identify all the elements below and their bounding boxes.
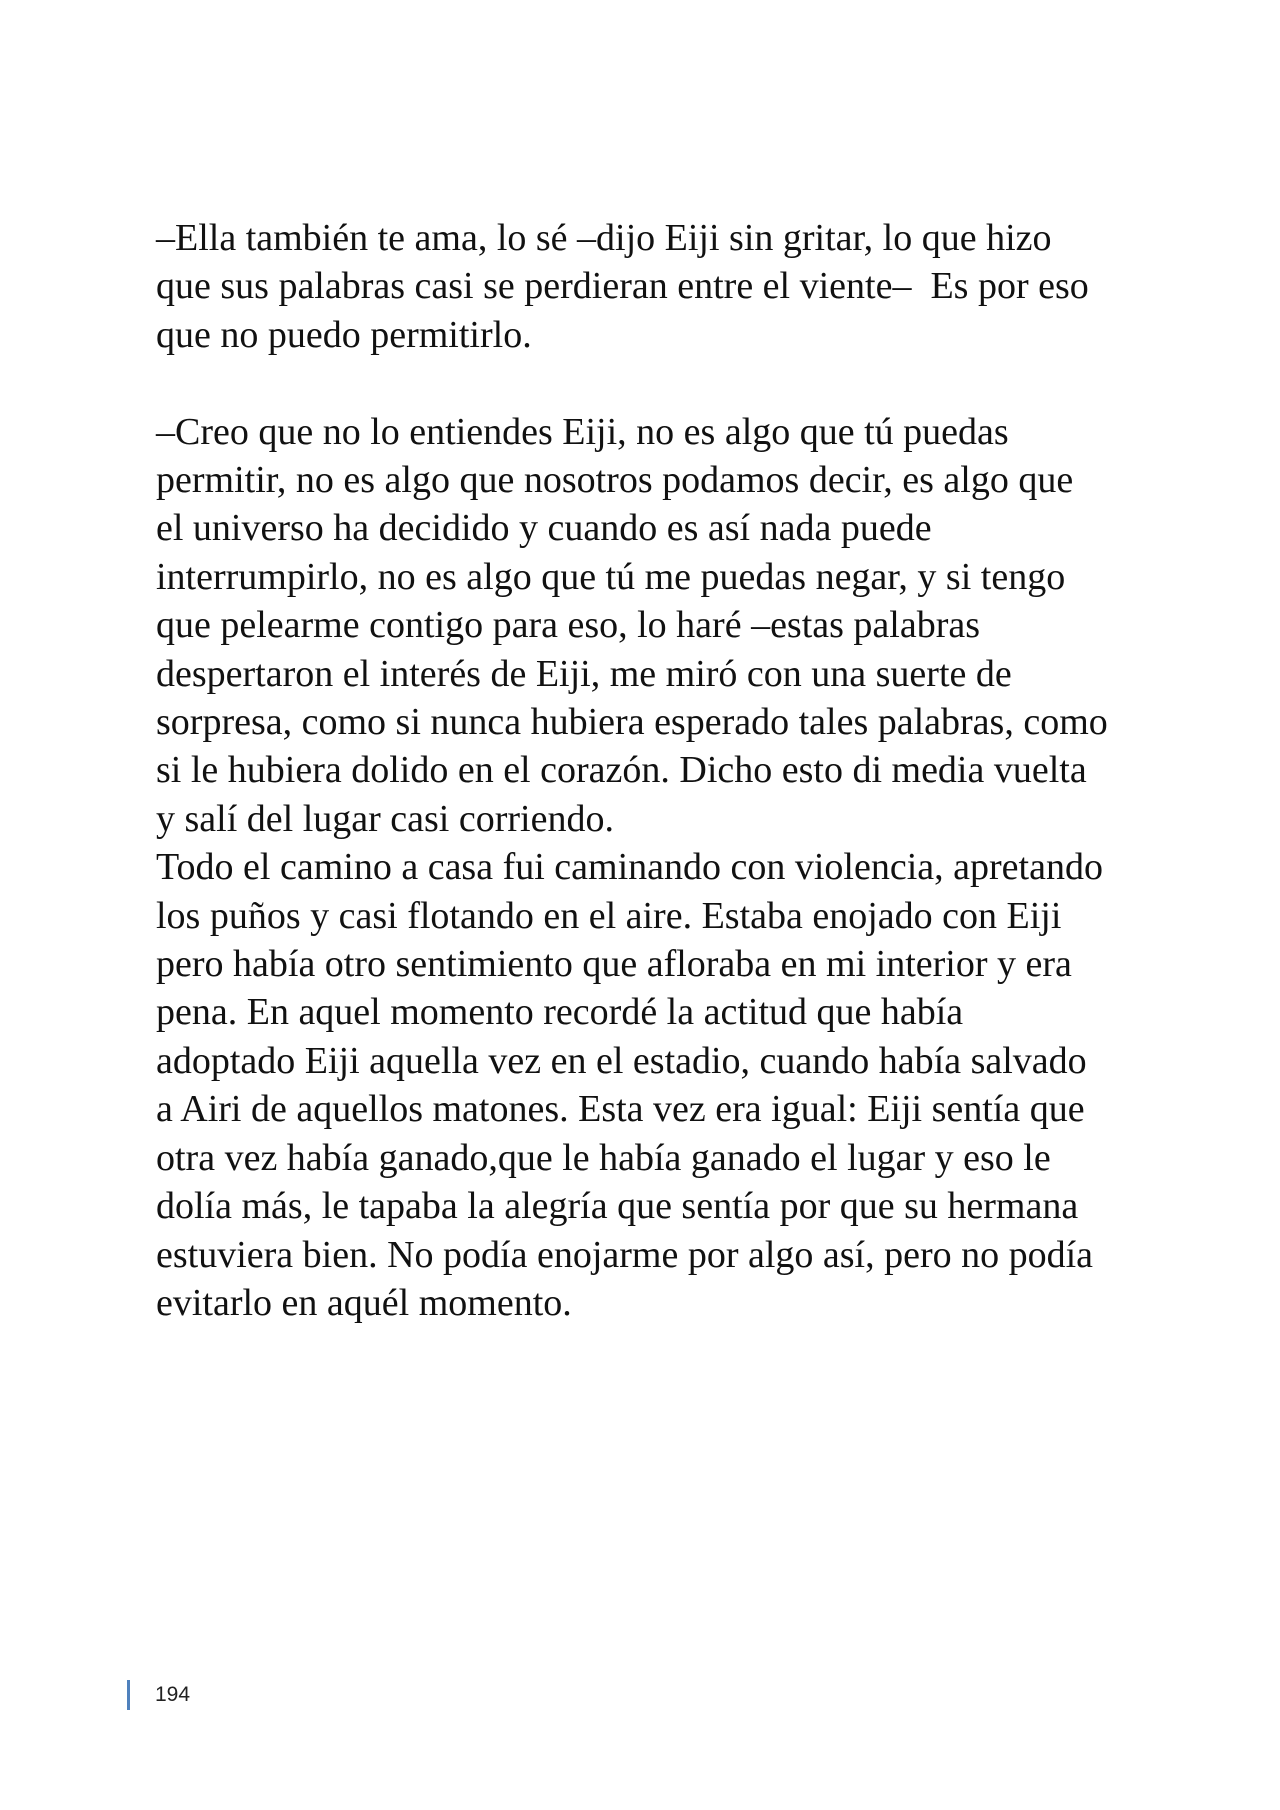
text-line: otra vez había ganado,que le había ganado el lugar y eso le: [156, 1136, 1051, 1179]
text-line: permitir, no es algo que nosotros podamos decir, es algo que: [156, 459, 1074, 502]
text-line: dolía más, le tapaba la alegría que sentía por que su hermana: [156, 1185, 1079, 1228]
text-line: –Creo que no lo entiendes Eiji, no es algo que tú puedas: [156, 410, 1009, 453]
text-line: evitarlo en aquél momento.: [156, 1281, 572, 1324]
text-line: que pelearme contigo para eso, lo haré –estas palabras: [156, 604, 981, 647]
text-line: pero había otro sentimiento que afloraba en mi interior y era: [156, 943, 1072, 986]
text-line: el universo ha decidido y cuando es así nada puede: [156, 507, 932, 550]
text-line: que no puedo permitirlo.: [156, 313, 532, 356]
page-footer: [127, 1680, 190, 1710]
paragraph-2: [156, 408, 1166, 1328]
paragraph-1: [156, 214, 1166, 359]
text-line: interrumpirlo, no es algo que tú me puedas negar, y si tengo: [156, 555, 1066, 598]
text-line: y salí del lugar casi corriendo.: [156, 797, 614, 840]
text-line: los puños y casi flotando en el aire. Estaba enojado con Eiji: [156, 894, 1062, 937]
body-text: [156, 214, 1166, 1327]
text-line: adoptado Eiji aquella vez en el estadio, cuando había salvado: [156, 1039, 1087, 1082]
text-line: estuviera bien. No podía enojarme por algo así, pero no podía: [156, 1233, 1094, 1276]
paragraph-spacer: [156, 359, 1166, 407]
text-line: sorpresa, como si nunca hubiera esperado tales palabras, como: [156, 701, 1108, 744]
text-line: Todo el camino a casa fui caminando con violencia, apretando: [156, 846, 1103, 889]
text-line: que sus palabras casi se perdieran entre el viente– Es por eso: [156, 265, 1089, 308]
text-line: pena. En aquel momento recordé la actitud que había: [156, 991, 964, 1034]
text-line: despertaron el interés de Eiji, me miró con una suerte de: [156, 652, 1012, 695]
text-line: –Ella también te ama, lo sé –dijo Eiji sin gritar, lo que hizo: [156, 217, 1052, 259]
text-line: a Airi de aquellos matones. Esta vez era igual: Eiji sentía que: [156, 1088, 1085, 1131]
footer-accent-bar: [127, 1680, 130, 1710]
text-line: si le hubiera dolido en el corazón. Dicho esto di media vuelta: [156, 749, 1087, 792]
page-number: 194: [155, 1683, 191, 1706]
